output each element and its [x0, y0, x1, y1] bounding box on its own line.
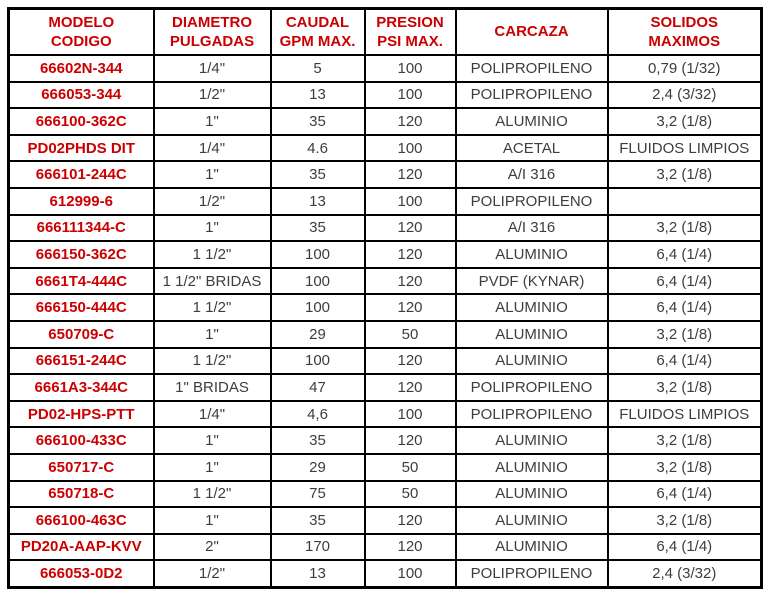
cell-carcaza: ALUMINIO [456, 427, 608, 454]
cell-presion: 120 [365, 534, 456, 561]
cell-carcaza: ALUMINIO [456, 454, 608, 481]
cell-carcaza: POLIPROPILENO [456, 188, 608, 215]
cell-solidos: 6,4 (1/4) [608, 241, 762, 268]
cell-carcaza: ALUMINIO [456, 321, 608, 348]
column-header-caudal-gpm-max [271, 9, 365, 56]
cell-presion: 100 [365, 560, 456, 587]
cell-carcaza: POLIPROPILENO [456, 55, 608, 82]
cell-carcaza: A/I 316 [456, 215, 608, 242]
cell-caudal: 13 [271, 82, 365, 109]
column-header-diametro-pulgadas [154, 9, 271, 56]
table-header [9, 9, 762, 56]
cell-caudal: 47 [271, 374, 365, 401]
cell-presion: 100 [365, 82, 456, 109]
table-row [9, 321, 762, 348]
table-row [9, 135, 762, 162]
cell-caudal: 75 [271, 481, 365, 508]
cell-solidos [608, 188, 762, 215]
table-row [9, 215, 762, 242]
cell-code: 612999-6 [9, 188, 154, 215]
cell-diameter: 1" [154, 321, 271, 348]
cell-presion: 100 [365, 55, 456, 82]
cell-solidos: 3,2 (1/8) [608, 161, 762, 188]
cell-diameter: 1 1/2" [154, 348, 271, 375]
table-row [9, 481, 762, 508]
cell-code: 666100-433C [9, 427, 154, 454]
column-header-carcaza [456, 9, 608, 56]
column-header-line: PULGADAS [169, 33, 255, 50]
cell-solidos: 3,2 (1/8) [608, 108, 762, 135]
cell-solidos: 6,4 (1/4) [608, 268, 762, 295]
table-row [9, 55, 762, 82]
column-header-line: MODELO [48, 13, 115, 31]
cell-presion: 120 [365, 161, 456, 188]
cell-code: 666111344-C [9, 215, 154, 242]
cell-diameter: 1/2" [154, 188, 271, 215]
table-row [9, 427, 762, 454]
cell-solidos: 3,2 (1/8) [608, 215, 762, 242]
table-row [9, 241, 762, 268]
table-row [9, 507, 762, 534]
cell-caudal: 13 [271, 188, 365, 215]
cell-code: 6661T4-444C [9, 268, 154, 295]
cell-presion: 120 [365, 427, 456, 454]
column-header-line: PSI MAX. [377, 33, 443, 50]
cell-caudal: 35 [271, 507, 365, 534]
cell-code: 666100-463C [9, 507, 154, 534]
cell-presion: 120 [365, 215, 456, 242]
cell-solidos: 6,4 (1/4) [608, 534, 762, 561]
cell-caudal: 35 [271, 108, 365, 135]
cell-code: 666053-344 [9, 82, 154, 109]
cell-diameter: 1/2" [154, 82, 271, 109]
cell-diameter: 2" [154, 534, 271, 561]
cell-caudal: 35 [271, 427, 365, 454]
table-row [9, 82, 762, 109]
column-header-line: GPM MAX. [279, 33, 356, 50]
cell-carcaza: POLIPROPILENO [456, 82, 608, 109]
column-header-line: CODIGO [50, 33, 112, 50]
cell-presion: 100 [365, 135, 456, 162]
table-row [9, 268, 762, 295]
cell-solidos: 6,4 (1/4) [608, 294, 762, 321]
column-header-line: MAXIMOS [648, 33, 721, 50]
cell-caudal: 5 [271, 55, 365, 82]
table-row [9, 161, 762, 188]
cell-code: 666150-444C [9, 294, 154, 321]
cell-presion: 120 [365, 108, 456, 135]
cell-code: 666100-362C [9, 108, 154, 135]
cell-code: 66602N-344 [9, 55, 154, 82]
cell-code: PD02PHDS DIT [9, 135, 154, 162]
cell-diameter: 1 1/2" [154, 241, 271, 268]
cell-diameter: 1/2" [154, 560, 271, 587]
cell-solidos: 2,4 (3/32) [608, 560, 762, 587]
cell-diameter: 1 1/2" [154, 294, 271, 321]
cell-presion: 120 [365, 294, 456, 321]
cell-code: PD02-HPS-PTT [9, 401, 154, 428]
cell-code: 666101-244C [9, 161, 154, 188]
cell-diameter: 1" [154, 454, 271, 481]
cell-solidos: 3,2 (1/8) [608, 507, 762, 534]
cell-carcaza: ALUMINIO [456, 108, 608, 135]
cell-caudal: 100 [271, 268, 365, 295]
column-header-presion-psi-max [365, 9, 456, 56]
column-header-line: SOLIDOS [650, 13, 718, 31]
cell-diameter: 1" [154, 108, 271, 135]
cell-diameter: 1/4" [154, 401, 271, 428]
cell-solidos: 3,2 (1/8) [608, 321, 762, 348]
cell-carcaza: ALUMINIO [456, 241, 608, 268]
cell-caudal: 100 [271, 294, 365, 321]
header-row [9, 9, 762, 56]
cell-carcaza: ALUMINIO [456, 507, 608, 534]
cell-presion: 100 [365, 401, 456, 428]
table-body [9, 55, 762, 587]
cell-diameter: 1" [154, 427, 271, 454]
table-row [9, 401, 762, 428]
cell-presion: 50 [365, 481, 456, 508]
cell-presion: 120 [365, 348, 456, 375]
cell-caudal: 100 [271, 241, 365, 268]
cell-solidos: 6,4 (1/4) [608, 481, 762, 508]
cell-solidos: FLUIDOS LIMPIOS [608, 401, 762, 428]
table-row [9, 108, 762, 135]
cell-caudal: 100 [271, 348, 365, 375]
cell-diameter: 1/4" [154, 135, 271, 162]
cell-presion: 50 [365, 321, 456, 348]
cell-diameter: 1 1/2" BRIDAS [154, 268, 271, 295]
cell-carcaza: POLIPROPILENO [456, 374, 608, 401]
table-row [9, 534, 762, 561]
cell-carcaza: PVDF (KYNAR) [456, 268, 608, 295]
column-header-line: CAUDAL [285, 13, 350, 31]
pump-spec-table [7, 7, 763, 589]
cell-carcaza: ALUMINIO [456, 348, 608, 375]
cell-carcaza: ALUMINIO [456, 481, 608, 508]
column-header-line: DIAMETRO [172, 13, 252, 31]
column-header-solidos-maximos [608, 9, 762, 56]
table-row [9, 560, 762, 587]
cell-caudal: 29 [271, 454, 365, 481]
cell-code: 6661A3-344C [9, 374, 154, 401]
cell-code: 666053-0D2 [9, 560, 154, 587]
cell-carcaza: A/I 316 [456, 161, 608, 188]
cell-caudal: 170 [271, 534, 365, 561]
cell-carcaza: ALUMINIO [456, 294, 608, 321]
cell-code: 650709-C [9, 321, 154, 348]
cell-code: 650718-C [9, 481, 154, 508]
cell-code: PD20A-AAP-KVV [9, 534, 154, 561]
cell-caudal: 13 [271, 560, 365, 587]
table-row [9, 294, 762, 321]
cell-solidos: FLUIDOS LIMPIOS [608, 135, 762, 162]
table-row [9, 348, 762, 375]
cell-solidos: 0,79 (1/32) [608, 55, 762, 82]
cell-diameter: 1 1/2" [154, 481, 271, 508]
cell-carcaza: ACETAL [456, 135, 608, 162]
cell-caudal: 4.6 [271, 135, 365, 162]
column-header-line: PRESION [376, 13, 444, 31]
cell-code: 666151-244C [9, 348, 154, 375]
cell-presion: 120 [365, 241, 456, 268]
cell-presion: 100 [365, 188, 456, 215]
cell-diameter: 1/4" [154, 55, 271, 82]
cell-caudal: 35 [271, 215, 365, 242]
cell-diameter: 1" [154, 507, 271, 534]
cell-solidos: 3,2 (1/8) [608, 454, 762, 481]
column-header-line: CARCAZA [494, 23, 569, 41]
cell-caudal: 29 [271, 321, 365, 348]
column-header-modelo-codigo [9, 9, 154, 56]
cell-presion: 120 [365, 268, 456, 295]
cell-presion: 120 [365, 374, 456, 401]
cell-carcaza: POLIPROPILENO [456, 560, 608, 587]
cell-caudal: 35 [271, 161, 365, 188]
table-row [9, 374, 762, 401]
cell-solidos: 2,4 (3/32) [608, 82, 762, 109]
cell-solidos: 3,2 (1/8) [608, 427, 762, 454]
cell-caudal: 4,6 [271, 401, 365, 428]
cell-presion: 50 [365, 454, 456, 481]
cell-diameter: 1" [154, 161, 271, 188]
cell-solidos: 3,2 (1/8) [608, 374, 762, 401]
cell-code: 650717-C [9, 454, 154, 481]
table-row [9, 454, 762, 481]
cell-carcaza: POLIPROPILENO [456, 401, 608, 428]
cell-diameter: 1" BRIDAS [154, 374, 271, 401]
cell-diameter: 1" [154, 215, 271, 242]
cell-presion: 120 [365, 507, 456, 534]
cell-solidos: 6,4 (1/4) [608, 348, 762, 375]
table-row [9, 188, 762, 215]
cell-code: 666150-362C [9, 241, 154, 268]
cell-carcaza: ALUMINIO [456, 534, 608, 561]
